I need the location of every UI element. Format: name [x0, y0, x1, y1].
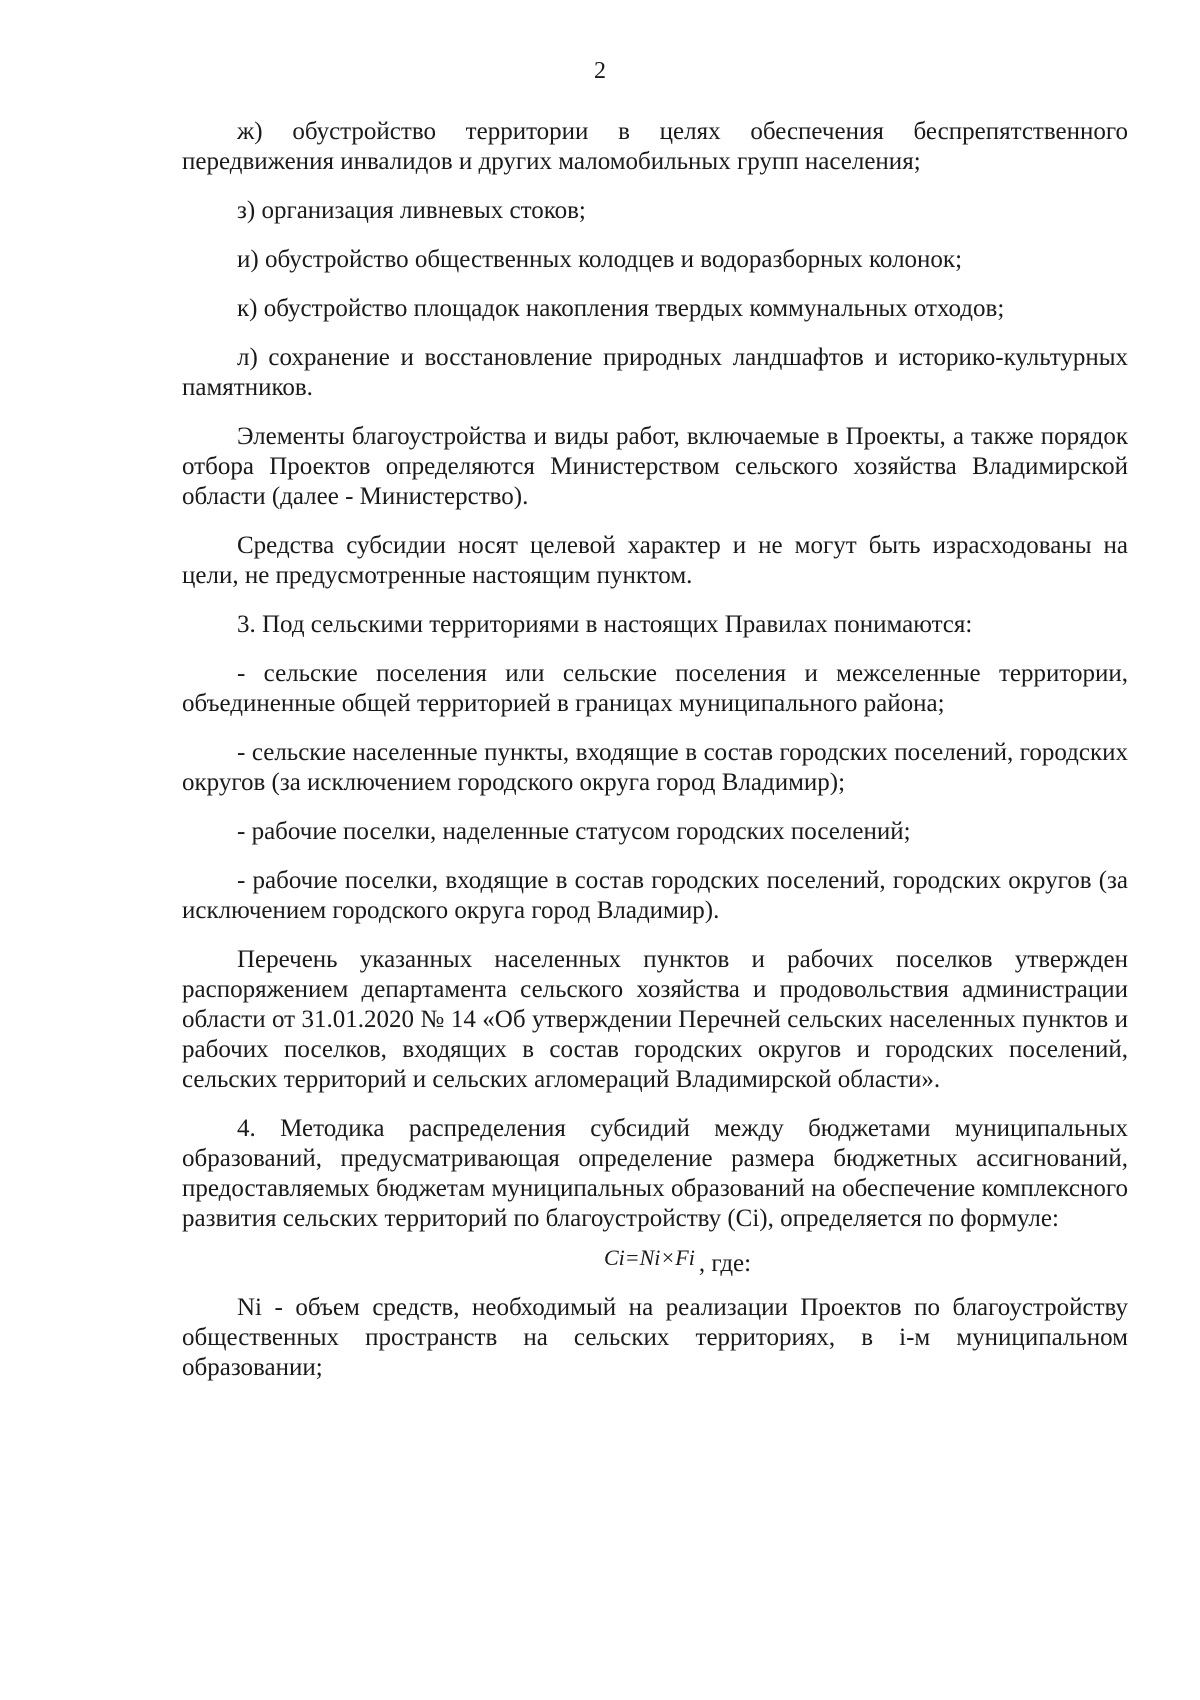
paragraph-section-3: 3. Под сельскими территориями в настоящих Правилах понимаются:	[237, 611, 973, 638]
paragraph-work-settlements-included: - рабочие поселки, входящие в состав городских поселений, городских округов (за исключением городского округа город Владимир).	[182, 867, 1128, 924]
paragraph-definition-ni: Ni - объем средств, необходимый на реализации Проектов по благоустройству общественных пространств на сельских территориях, в i-м муниципальном образовании;	[182, 1294, 1128, 1381]
paragraph-elements: Элементы благоустройства и виды работ, включаемые в Проекты, а также порядок отбора Проектов определяются Министерством сельского хозяйства Владимирской области (далее - Министерство).	[182, 423, 1128, 510]
paragraph-work-settlements-status: - рабочие поселки, наделенные статусом городских поселений;	[237, 818, 911, 845]
formula: Ci=Ni×Fi	[604, 1245, 695, 1270]
paragraph-item-z: з) организация ливневых стоков;	[237, 197, 586, 224]
paragraph-item-i: и) обустройство общественных колодцев и водоразборных колонок;	[237, 246, 963, 273]
paragraph-rural-settlements: - сельские поселения или сельские поселения и межселенные территории, объединенные общей территорией в границах муниципального района;	[182, 660, 1128, 717]
paragraph-list-approval: Перечень указанных населенных пунктов и рабочих поселков утвержден распоряжением департамента сельского хозяйства и продовольствия администрации области от 31.01.2020 № 14 «Об утверждении Перечней сельских населенных пунктов и рабочих поселков, входящих в состав городских округов и городских поселений, сельских территорий и сельских агломераций Владимирской области».	[182, 946, 1128, 1093]
paragraph-subsidy-purpose: Средства субсидии носят целевой характер и не могут быть израсходованы на цели, не предусмотренные настоящим пунктом.	[182, 532, 1128, 589]
paragraph-rural-localities: - сельские населенные пункты, входящие в состав городских поселений, городских округов (за исключением городского округа город Владимир);	[182, 739, 1128, 796]
paragraph-item-l: л) сохранение и восстановление природных ландшафтов и историко-культурных памятников.	[182, 344, 1128, 401]
paragraph-section-4: 4. Методика распределения субсидий между бюджетами муниципальных образований, предусматривающая определение размера бюджетных ассигнований, предоставляемых бюджетам муниципальных образований на обеспечение комплексного развития сельских территорий по благоустройству (Ci), определяется по формуле:	[182, 1115, 1128, 1232]
document-body	[182, 117, 1128, 1402]
paragraph-item-zh: ж) обустройство территории в целях обеспечения беспрепятственного передвижения инвалидов и других маломобильных групп населения;	[182, 118, 1128, 175]
formula-line	[182, 1245, 1128, 1279]
paragraph-item-k: к) обустройство площадок накопления твердых коммунальных отходов;	[237, 295, 1005, 322]
page-number: 2	[594, 58, 606, 84]
formula-suffix: , где:	[698, 1250, 752, 1277]
